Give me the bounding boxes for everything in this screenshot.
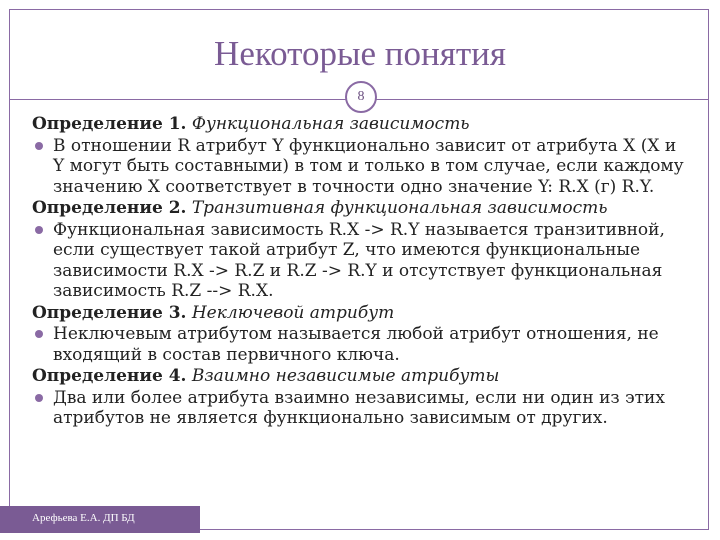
footer-bar [0, 506, 200, 533]
definition-heading-3 [32, 303, 692, 324]
definition-text: Неключевым атрибутом называется любой атрибут отношения, не входящий в состав первичного ключа. [53, 324, 659, 365]
bullet-dot-icon [35, 330, 43, 338]
definition-label: Определение 1. [32, 114, 187, 134]
definition-term: Взаимно независимые атрибуты [191, 366, 500, 386]
definition-bullet-3 [32, 324, 692, 365]
definition-term: Функциональная зависимость [191, 114, 470, 134]
definition-text: В отношении R атрибут Y функционально зависит от атрибута X (X и Y могут быть составными) в том и только в том случае, если каждому значению X соответствует в точности одно значение Y: R.X (г) R.Y. [53, 135, 684, 197]
slide-title: Некоторые понятия [214, 34, 506, 73]
definition-heading-4 [32, 366, 692, 387]
definition-label: Определение 2. [32, 198, 187, 218]
bullet-dot-icon [35, 142, 43, 150]
definition-heading-2 [32, 198, 692, 219]
definition-text: Два или более атрибута взаимно независимы, если ни один из этих атрибутов не является функционально зависимым от других. [53, 387, 665, 428]
slide-number-badge: 8 [345, 81, 377, 113]
definition-bullet-1 [32, 136, 692, 198]
bullet-dot-icon [35, 394, 43, 402]
definition-label: Определение 4. [32, 366, 187, 386]
definition-bullet-2 [32, 220, 692, 302]
slide-body [32, 114, 692, 430]
definition-bullet-4 [32, 388, 692, 429]
definition-term: Неключевой атрибут [191, 302, 395, 323]
definition-term: Транзитивная функциональная зависимость [191, 198, 608, 218]
definition-label: Определение 3. [32, 302, 187, 323]
definition-text: Функциональная зависимость R.X -> R.Y называется транзитивной, если существует такой атрибут Z, что имеются функциональные зависимости R.X -> R.Z и R.Z -> R.Y и отсутствует функциональная зависимость R.Z --> R.X. [53, 219, 665, 301]
bullet-dot-icon [35, 226, 43, 234]
definition-heading-1 [32, 114, 692, 135]
footer-author: Арефьева Е.А. ДП БД [32, 512, 135, 524]
